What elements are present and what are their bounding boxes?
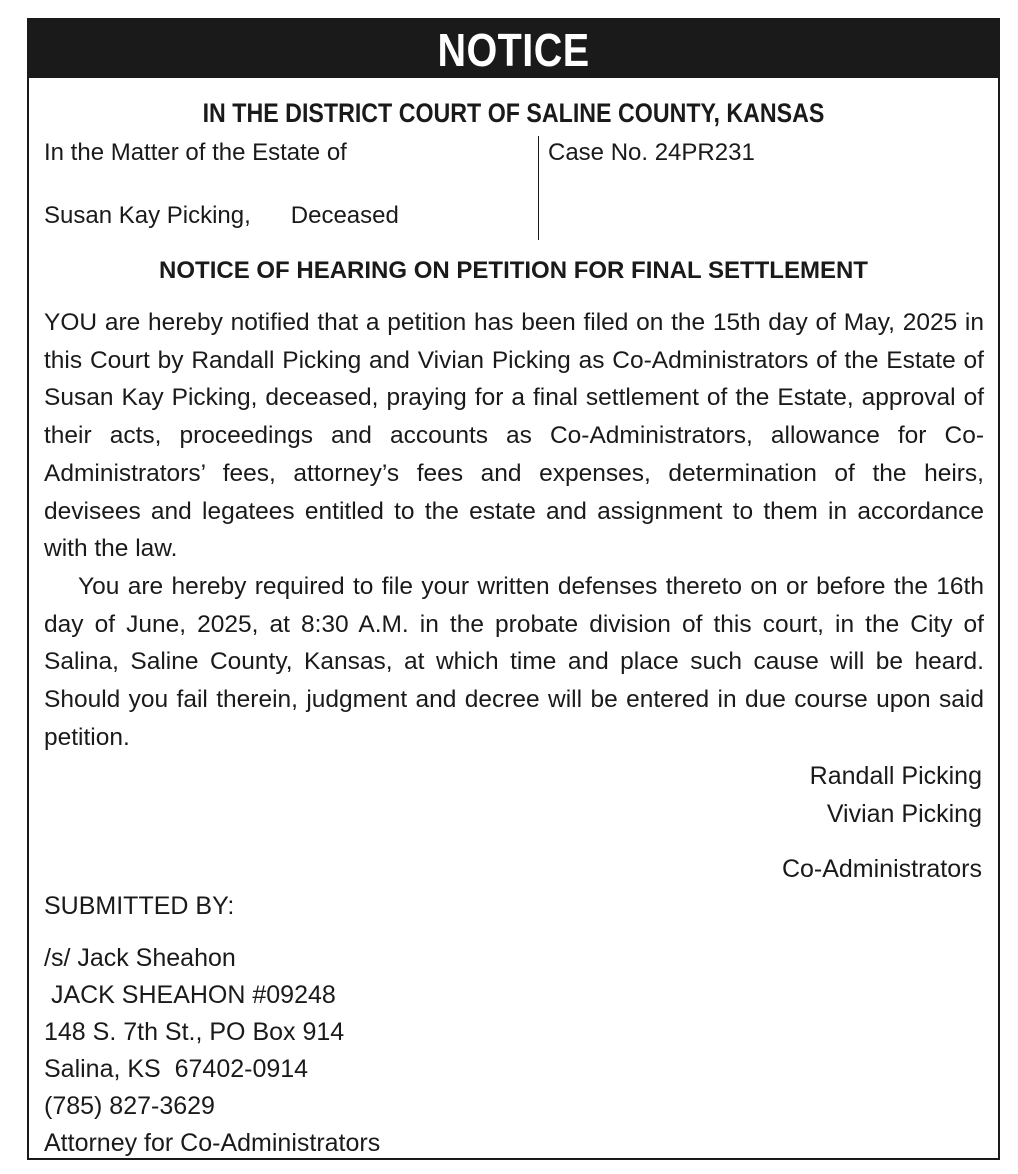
body-paragraph-2: You are hereby required to file your written defenses thereto on or before the 16th day of June, 2025, at 8:30 A.M. in the probate division of this court, in the City of Salina, Saline County, Kansas, at which time and place such cause will be heard. Should you fail therein, judgment and decree will be entered in due course upon said petition. (44, 572, 984, 751)
hearing-title: NOTICE OF HEARING ON PETITION FOR FINAL SETTLEMENT (159, 257, 868, 284)
caption-spacer (44, 168, 534, 201)
court-title (29, 96, 998, 130)
decedent-status: Deceased (290, 202, 399, 229)
signer-role: Co-Administrators (781, 855, 982, 883)
signature-block (782, 757, 982, 888)
notice-body (44, 304, 984, 756)
case-number: Case No. 24PR231 (548, 139, 755, 166)
attorney-address-2: Salina, KS 67402-0914 (44, 1055, 309, 1083)
caption-divider (538, 136, 539, 240)
decedent-line (44, 201, 534, 231)
attorney-signature: /s/ Jack Sheahon (44, 944, 236, 972)
signer-name-2: Vivian Picking (826, 800, 982, 828)
estate-matter-line: In the Matter of the Estate of (44, 139, 347, 166)
legal-notice (27, 18, 1000, 1160)
attorney-block (44, 940, 380, 1162)
attorney-role: Attorney for Co-Administrators (44, 1129, 381, 1157)
body-paragraph-1: YOU are hereby notified that a petition has been filed on the 15th day of May, 2025 in this Court by Randall Picking and Vivian Picking as Co-Administrators of the Estate of Susan Kay Picking, deceased, praying for a final settlement of the Estate, approval of their acts, proceedings and accounts as Co-Administrators, allowance for Co- Administrators’ fees, attorney’s fees and expenses, determination of the heirs, devisees and legatees entitled to the estate and assignment to them in accordance with the law. (44, 309, 984, 563)
notice-header-bar (29, 20, 998, 78)
decedent-name: Susan Kay Picking, (44, 202, 251, 229)
notice-title: NOTICE (97, 20, 930, 78)
submitted-by-label: SUBMITTED BY: (44, 892, 235, 920)
attorney-phone: (785) 827-3629 (44, 1092, 215, 1120)
attorney-address-1: 148 S. 7th St., PO Box 914 (44, 1018, 345, 1046)
attorney-name: JACK SHEAHON #09248 (44, 981, 336, 1009)
case-caption-left (44, 138, 534, 231)
court-title-text: IN THE DISTRICT COURT OF SALINE COUNTY, KANSAS (202, 98, 825, 128)
case-caption-right (548, 138, 755, 168)
signer-name-1: Randall Picking (809, 762, 982, 790)
